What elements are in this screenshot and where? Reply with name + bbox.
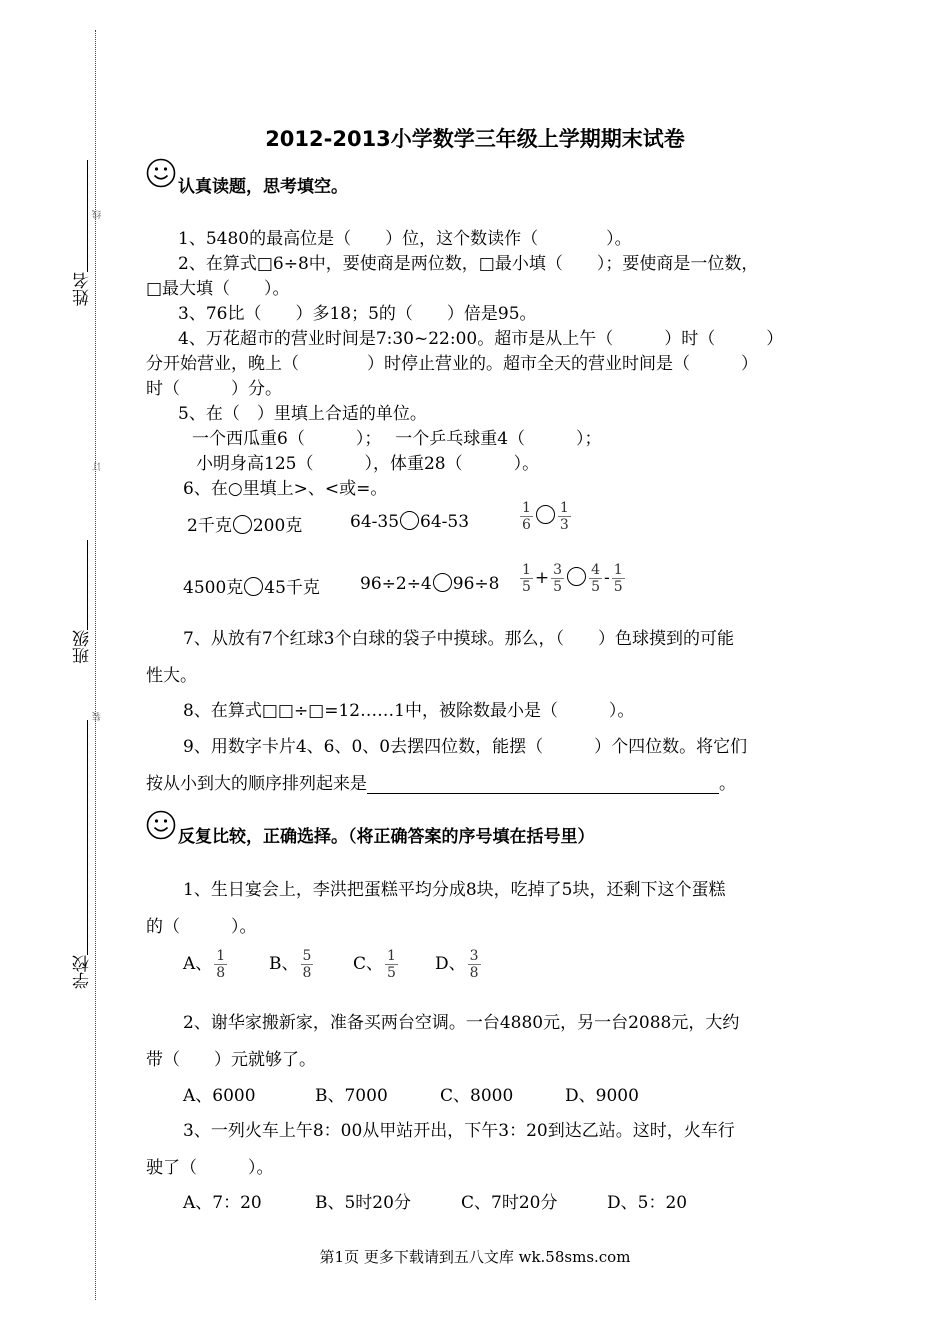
name-label: 姓名	[73, 272, 93, 306]
option-d[interactable]: D、5：20	[607, 1193, 688, 1213]
numerator: 4	[591, 562, 601, 578]
question-1-1: 1、5480的最高位是（ ）位，这个数读作（ ）。	[178, 229, 632, 249]
option-label: D、	[435, 954, 466, 974]
question-1-4a: 4、万花超市的营业时间是7:30~22:00。超市是从上午（ ）时（ ）	[178, 329, 784, 349]
numerator: 3	[553, 562, 563, 578]
question-1-8: 8、在算式□□÷□=12……1中，被除数最小是（ ）。	[183, 701, 635, 721]
option-a[interactable]: A、7：20	[183, 1193, 262, 1213]
question-1-7b: 性大。	[146, 666, 197, 686]
question-1-5b: 小明身高125（ ），体重28（ ）。	[196, 454, 540, 474]
numerator: 3	[469, 948, 479, 964]
smiley-icon	[146, 158, 176, 188]
question-1-9b-end: 。	[719, 774, 736, 794]
question-1-9a: 9、用数字卡片4、6、0、0去摆四位数，能摆（ ）个四位数。将它们	[183, 737, 748, 757]
fraction	[520, 562, 533, 595]
compare-1	[187, 511, 302, 536]
compare-circle[interactable]	[433, 573, 452, 592]
minus-sign: -	[604, 568, 610, 588]
fraction	[301, 948, 314, 981]
option-a[interactable]	[183, 948, 269, 981]
option-b[interactable]	[269, 948, 353, 981]
section2-heading: 反复比较，正确选择。（将正确答案的序号填在括号里）	[178, 827, 595, 847]
question-1-4c: 时（ ）分。	[146, 379, 282, 399]
option-label: C、	[353, 954, 384, 974]
class-write-line	[87, 540, 88, 630]
question-1-4b: 分开始营业，晚上（ ）时停止营业的。超市全天的营业时间是（ ）	[146, 354, 758, 374]
fraction	[520, 500, 533, 533]
fraction	[558, 500, 571, 533]
question-2-2a: 2、谢华家搬新家，准备买两台空调。一台4880元，另一台2088元，大约	[183, 1013, 740, 1033]
question-2-2b: 带（ ）元就够了。	[146, 1050, 316, 1070]
compare-2-left: 64-35	[350, 512, 400, 532]
option-label: A、	[183, 954, 213, 974]
denominator: 5	[613, 579, 623, 595]
option-d[interactable]: D、9000	[565, 1086, 639, 1106]
question-2-3b: 驶了（ ）。	[146, 1158, 274, 1178]
numerator: 1	[522, 562, 531, 578]
binding-mark-zhuang: 装	[93, 712, 103, 721]
compare-6	[518, 562, 627, 595]
school-label: 学校	[73, 955, 93, 989]
denominator: 5	[553, 579, 563, 595]
question-1-5: 5、在（ ）里填上合适的单位。	[178, 404, 427, 424]
question-1-3: 3、76比（ ）多18；5的（ ）倍是95。	[178, 304, 537, 324]
compare-4-right: 45千克	[264, 578, 320, 598]
compare-circle[interactable]	[233, 515, 252, 534]
school-write-line	[87, 720, 88, 955]
compare-circle[interactable]	[567, 567, 586, 586]
option-label: B、	[269, 954, 299, 974]
class-label: 班级	[73, 630, 93, 664]
compare-2-right: 64-53	[420, 512, 470, 532]
question-2-3a: 3、一列火车上午8：00从甲站开出，下午3：20到达乙站。这时，火车行	[183, 1121, 735, 1141]
numerator: 1	[216, 948, 226, 964]
option-a[interactable]: A、6000	[183, 1086, 256, 1106]
numerator: 5	[302, 948, 312, 964]
denominator: 3	[559, 517, 569, 533]
binding-mark-ding: 订	[93, 462, 103, 471]
fraction	[551, 562, 564, 595]
denominator: 8	[469, 965, 479, 981]
section1-heading: 认真读题，思考填空。	[178, 177, 348, 197]
compare-1-left: 2千克	[187, 516, 232, 536]
choice-1-options	[183, 948, 483, 981]
option-b[interactable]: B、7000	[315, 1086, 388, 1106]
compare-2	[350, 511, 469, 532]
question-2-1b: 的（ ）。	[146, 917, 257, 937]
compare-circle[interactable]	[400, 511, 419, 530]
binding-dotted-line	[95, 30, 96, 1300]
question-1-2b: □最大填（ ）。	[146, 279, 290, 299]
smiley-icon	[146, 810, 176, 840]
compare-5-left: 96÷2÷4	[360, 574, 432, 594]
question-1-5a: 一个西瓜重6（ ）； 一个乒乓球重4（ ）；	[192, 429, 602, 449]
option-b[interactable]: B、5时20分	[315, 1193, 411, 1213]
page-title: 2012-2013小学数学三年级上学期期末试卷	[265, 127, 685, 151]
answer-blank-line[interactable]	[367, 775, 719, 794]
numerator: 1	[387, 948, 396, 964]
fraction	[612, 562, 625, 595]
question-1-9b-text: 按从小到大的顺序排列起来是	[146, 774, 367, 794]
compare-5-right: 96÷8	[452, 574, 500, 594]
denominator: 5	[522, 579, 531, 595]
fraction	[589, 562, 602, 595]
compare-5	[360, 573, 499, 594]
fraction	[214, 948, 227, 981]
option-c[interactable]: C、8000	[440, 1086, 514, 1106]
question-2-1a: 1、生日宴会上，李洪把蛋糕平均分成8块，吃掉了5块，还剩下这个蛋糕	[183, 880, 726, 900]
numerator: 1	[559, 500, 569, 516]
option-c[interactable]	[353, 948, 435, 981]
denominator: 6	[522, 517, 531, 533]
numerator: 1	[613, 562, 623, 578]
compare-4-left: 4500克	[183, 578, 244, 598]
question-1-7a: 7、从放有7个红球3个白球的袋子中摸球。那么，（ ）色球摸到的可能	[183, 629, 734, 649]
denominator: 8	[216, 965, 226, 981]
compare-circle[interactable]	[244, 577, 263, 596]
question-1-6: 6、在○里填上>、<或=。	[183, 479, 388, 499]
numerator: 1	[522, 500, 531, 516]
fraction	[385, 948, 398, 981]
page-footer: 第1页 更多下载请到五八文库 wk.58sms.com	[319, 1248, 631, 1266]
compare-4	[183, 573, 320, 598]
question-1-9b	[146, 769, 736, 794]
binding-mark-line: 线	[93, 210, 103, 219]
option-c[interactable]: C、7时20分	[461, 1193, 558, 1213]
plus-sign: +	[534, 568, 550, 588]
denominator: 5	[591, 579, 601, 595]
fraction	[468, 948, 481, 981]
denominator: 5	[387, 965, 396, 981]
compare-1-right: 200克	[252, 516, 303, 536]
denominator: 8	[302, 965, 312, 981]
name-write-line	[87, 160, 88, 272]
compare-3	[518, 500, 573, 533]
compare-circle[interactable]	[536, 505, 555, 524]
option-d[interactable]	[435, 948, 483, 981]
question-1-2a: 2、在算式□6÷8中，要使商是两位数，□最小填（ ）；要使商是一位数，	[178, 254, 759, 274]
